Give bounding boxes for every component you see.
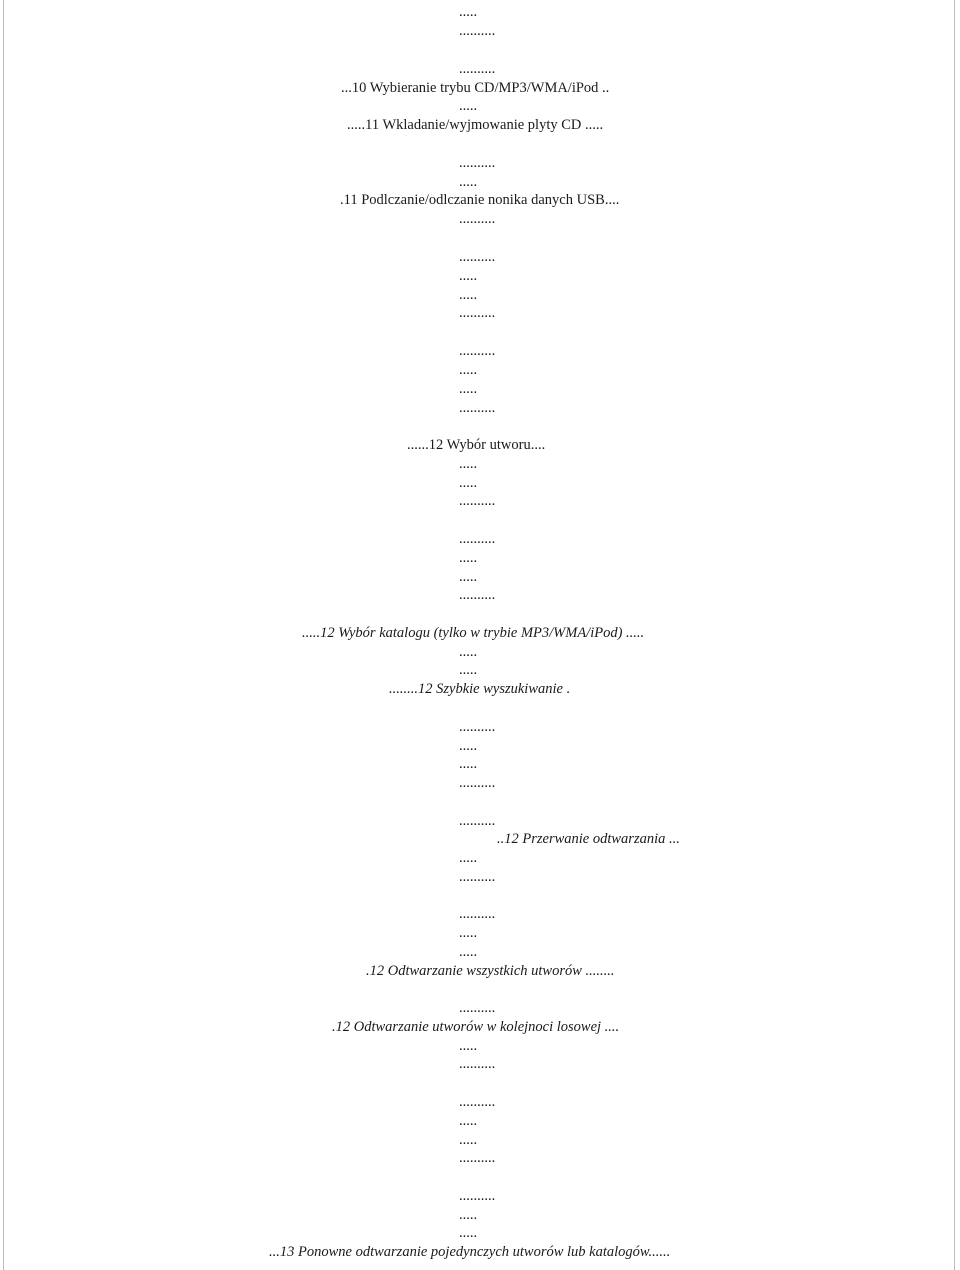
dot-leader-line: ..... — [459, 925, 478, 941]
dot-leader-line: ..... — [459, 4, 478, 20]
dot-leader-line: .......... — [459, 211, 496, 227]
dot-leader-line: .......... — [459, 869, 496, 885]
dot-leader-line: .......... — [459, 813, 496, 829]
toc-entry: ...13 Ponowne odtwarzanie pojedynczych utworów lub katalogów...... — [269, 1244, 671, 1260]
dot-leader-line: ..... — [459, 644, 478, 660]
toc-entry: .....12 Wybór katalogu (tylko w trybie MP3/WMA/iPod) ..... — [302, 625, 645, 641]
toc-entry: .12 Odtwarzanie wszystkich utworów ........ — [366, 963, 615, 979]
dot-leader-line: .......... — [459, 587, 496, 603]
dot-leader-line: .......... — [459, 493, 496, 509]
dot-leader-line: .......... — [459, 305, 496, 321]
toc-entry: ........12 Szybkie wyszukiwanie . — [389, 681, 571, 697]
dot-leader-line: .......... — [459, 1150, 496, 1166]
dot-leader-line: .......... — [459, 1056, 496, 1072]
dot-leader-line: .......... — [459, 1000, 496, 1016]
dot-leader-line: .......... — [459, 343, 496, 359]
dot-leader-line: ..... — [459, 944, 478, 960]
dot-leader-line: .......... — [459, 400, 496, 416]
dot-leader-line: ..... — [459, 1207, 478, 1223]
dot-leader-line: ..... — [459, 1132, 478, 1148]
dot-leader-line: ..... — [459, 475, 478, 491]
dot-leader-line: ..... — [459, 1113, 478, 1129]
dot-leader-line: ..... — [459, 1225, 478, 1241]
toc-entry: ...10 Wybieranie trybu CD/MP3/WMA/iPod .. — [341, 80, 610, 96]
page-left-border — [3, 0, 4, 1270]
dot-leader-line: ..... — [459, 569, 478, 585]
dot-leader-line: ..... — [459, 362, 478, 378]
dot-leader-line: ..... — [459, 1038, 478, 1054]
dot-leader-line: ..... — [459, 662, 478, 678]
dot-leader-line: ..... — [459, 174, 478, 190]
dot-leader-line: ..... — [459, 456, 478, 472]
dot-leader-line: ..... — [459, 268, 478, 284]
toc-entry: ..12 Przerwanie odtwarzania ... — [497, 831, 680, 847]
toc-entry: .11 Podlczanie/odlczanie nonika danych USB.... — [340, 192, 620, 208]
dot-leader-line: .......... — [459, 1188, 496, 1204]
dot-leader-line: ..... — [459, 98, 478, 114]
dot-leader-line: ..... — [459, 850, 478, 866]
dot-leader-line: ..... — [459, 550, 478, 566]
page-right-border — [954, 0, 955, 1270]
dot-leader-line: ..... — [459, 756, 478, 772]
toc-entry: ......12 Wybór utworu.... — [407, 437, 546, 453]
dot-leader-line: ..... — [459, 381, 478, 397]
dot-leader-line: .......... — [459, 775, 496, 791]
dot-leader-line: .......... — [459, 249, 496, 265]
dot-leader-line: .......... — [459, 61, 496, 77]
toc-entry: .12 Odtwarzanie utworów w kolejnoci losowej .... — [332, 1019, 620, 1035]
dot-leader-line: .......... — [459, 531, 496, 547]
dot-leader-line: .......... — [459, 23, 496, 39]
toc-entry: .....11 Wkladanie/wyjmowanie plyty CD ..... — [347, 117, 604, 133]
dot-leader-line: .......... — [459, 719, 496, 735]
dot-leader-line: .......... — [459, 1094, 496, 1110]
dot-leader-line: ..... — [459, 738, 478, 754]
dot-leader-line: .......... — [459, 155, 496, 171]
dot-leader-line: ..... — [459, 287, 478, 303]
dot-leader-line: .......... — [459, 906, 496, 922]
